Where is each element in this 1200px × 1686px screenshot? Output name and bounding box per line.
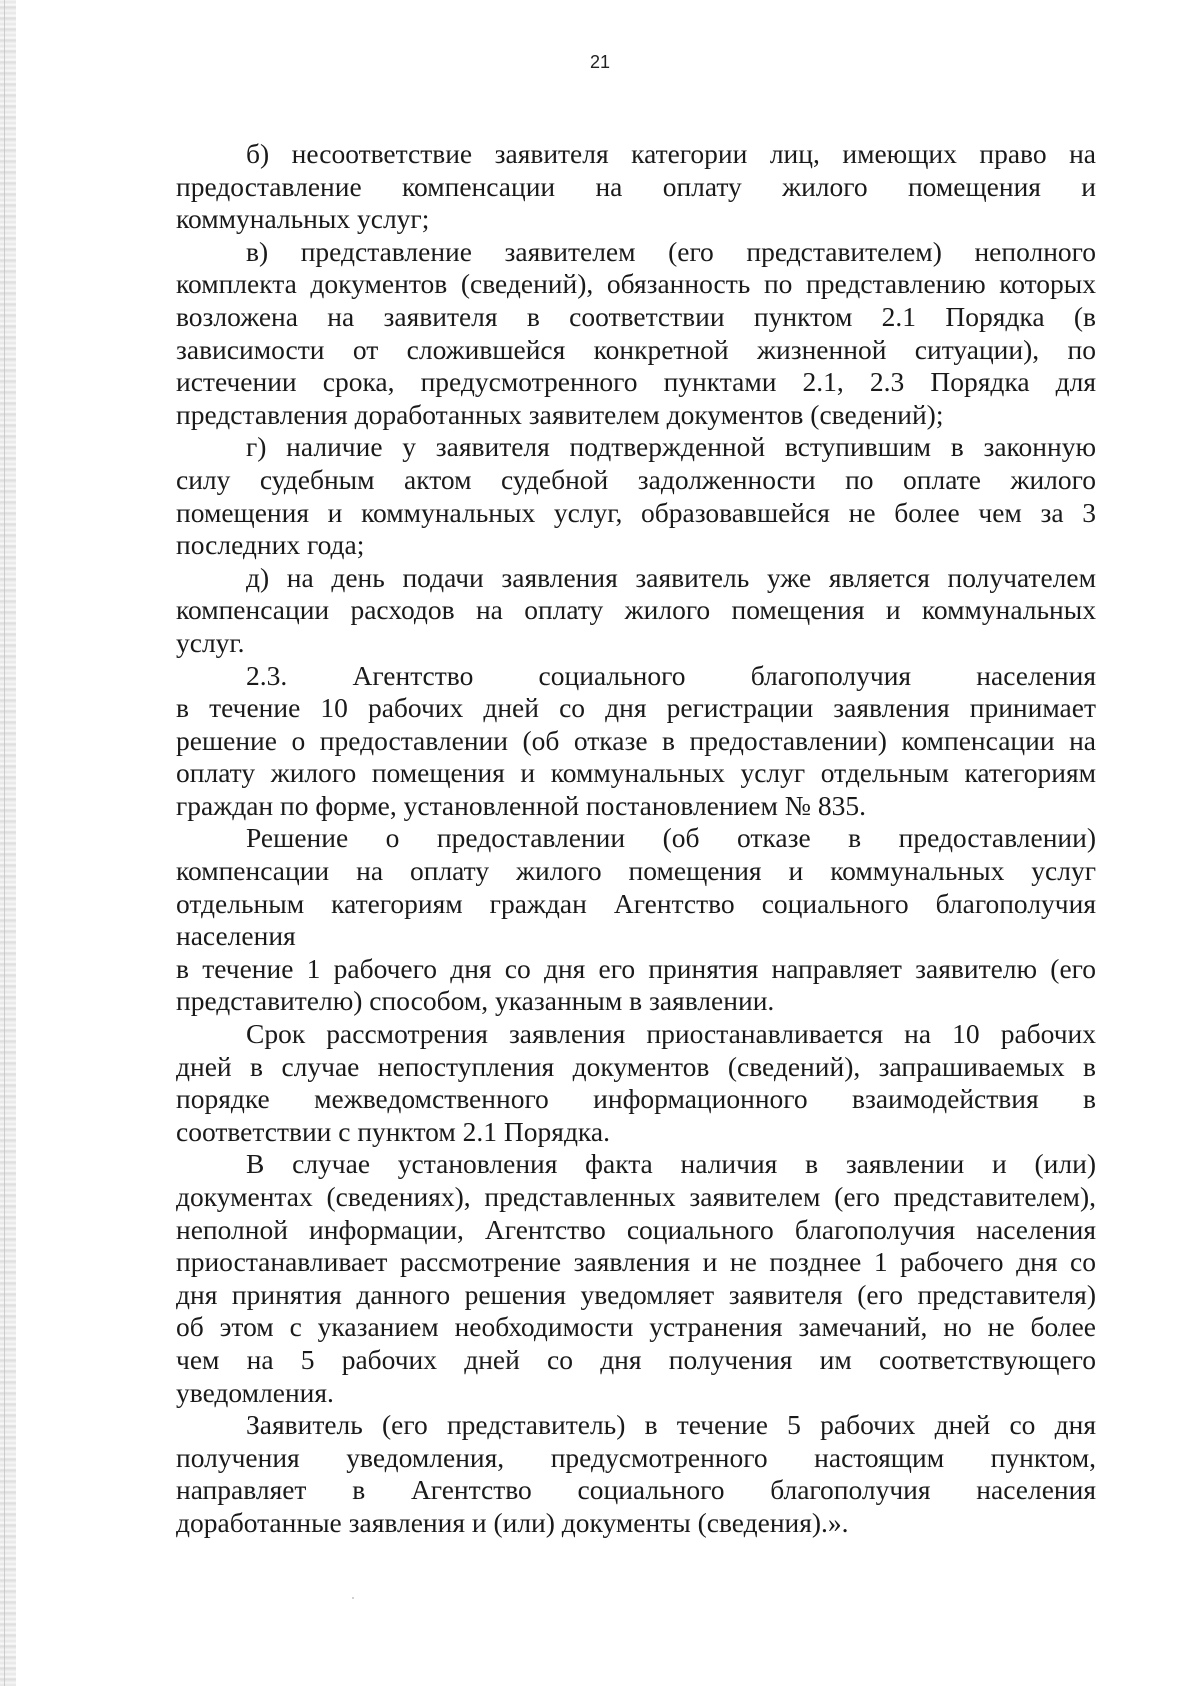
- scan-edge-line: [4, 0, 5, 1686]
- paragraph-line: об этом с указанием необходимости устранения замечаний, но не более: [176, 1311, 1096, 1343]
- paragraph-line: Заявитель (его представитель) в течение 5 рабочих дней со дня: [246, 1409, 1096, 1441]
- paragraph-line: б) несоответствие заявителя категории лиц, имеющих право на: [246, 138, 1096, 169]
- paragraph: [176, 431, 1096, 561]
- paragraph: [176, 562, 1096, 660]
- paragraph-line: возложена на заявителя в соответствии пунктом 2.1 Порядка (в: [176, 300, 1096, 332]
- paragraph-line: чем на 5 рабочих дней со дня получения им соответствующего: [176, 1343, 1096, 1375]
- paragraph: [176, 138, 1096, 236]
- paragraph-line: 2.3. Агентство социального благополучия населения: [246, 659, 1096, 691]
- paragraph-line: истечении срока, предусмотренного пунктами 2.1, 2.3 Порядка для: [176, 366, 1096, 398]
- paragraph-line: компенсации расходов на оплату жилого помещения и коммунальных: [176, 594, 1096, 626]
- paragraph: [176, 822, 1096, 952]
- paragraph: [176, 1018, 1096, 1148]
- page-number: 21: [589, 52, 611, 72]
- paragraph-line: д) на день подачи заявления заявитель уже является получателем: [246, 561, 1096, 593]
- paragraph-line: коммунальных услуг;: [176, 203, 430, 235]
- paragraph-line: неполной информации, Агентство социального благополучия населения: [176, 1213, 1096, 1245]
- paragraph-line: приостанавливает рассмотрение заявления и не позднее 1 рабочего дня со: [176, 1246, 1096, 1278]
- paragraph-line: отдельным категориям граждан Агентство социального благополучия: [176, 887, 1096, 919]
- paragraph-line: помещения и коммунальных услуг, образовавшейся не более чем за 3: [176, 496, 1096, 528]
- paragraph-line: доработанные заявления и (или) документы (сведения).».: [176, 1506, 849, 1538]
- paragraph-line: комплекта документов (сведений), обязанность по представлению которых: [176, 268, 1096, 300]
- paragraph-line: компенсации на оплату жилого помещения и коммунальных услуг: [176, 855, 1096, 887]
- paragraph-line: граждан по форме, установленной постановлением № 835.: [176, 789, 867, 821]
- paragraph-line: дня принятия данного решения уведомляет заявителя (его представителя): [176, 1278, 1096, 1310]
- paragraph: [176, 236, 1096, 432]
- paragraph-line: дней в случае непоступления документов (сведений), запрашиваемых в: [176, 1050, 1096, 1082]
- paragraph-line: представления доработанных заявителем документов (сведений);: [176, 398, 944, 430]
- paragraph-line: оплату жилого помещения и коммунальных услуг отдельным категориям: [176, 757, 1096, 789]
- paragraph-line: решение о предоставлении (об отказе в предоставлении) компенсации на: [176, 724, 1096, 756]
- paragraph-line: силу судебным актом судебной задолженности по оплате жилого: [176, 463, 1096, 495]
- paragraph-line: направляет в Агентство социального благополучия населения: [176, 1474, 1096, 1506]
- paragraph-line: последних года;: [176, 529, 365, 561]
- paragraph-line: уведомления.: [176, 1376, 334, 1408]
- paragraph: [176, 1148, 1096, 1409]
- paragraph-line: получения уведомления, предусмотренного настоящим пунктом,: [176, 1441, 1096, 1473]
- paragraph-line: в течение 10 рабочих дней со дня регистрации заявления принимает: [176, 692, 1096, 724]
- paragraph-line: населения: [176, 920, 296, 952]
- paragraph-line: в) представление заявителем (его представителем) неполного: [246, 235, 1096, 267]
- document-body: [176, 138, 1096, 1540]
- paragraph-line: соответствии с пунктом 2.1 Порядка.: [176, 1115, 610, 1147]
- paragraph-line: в течение 1 рабочего дня со дня его принятия направляет заявителю (его: [176, 952, 1096, 984]
- scan-speck: [352, 1597, 354, 1599]
- scan-edge-artifact: [0, 0, 16, 1686]
- paragraph: [176, 1409, 1096, 1539]
- paragraph-line: порядке межведомственного информационного взаимодействия в: [176, 1083, 1096, 1115]
- paragraph-line: зависимости от сложившейся конкретной жизненной ситуации), по: [176, 333, 1096, 365]
- paragraph: [176, 953, 1096, 1018]
- paragraph-line: документах (сведениях), представленных заявителем (его представителем),: [176, 1181, 1096, 1212]
- paragraph-line: Срок рассмотрения заявления приостанавливается на 10 рабочих: [246, 1018, 1096, 1050]
- paragraph-line: услуг.: [176, 626, 245, 658]
- paragraph-line: В случае установления факта наличия в заявлении и (или): [246, 1148, 1096, 1180]
- paragraph-line: Решение о предоставлении (об отказе в предоставлении): [246, 822, 1096, 854]
- paragraph-line: предоставление компенсации на оплату жилого помещения и: [176, 170, 1096, 202]
- paragraph-line: представителю) способом, указанным в заявлении.: [176, 985, 775, 1017]
- paragraph-line: г) наличие у заявителя подтвержденной вступившим в законную: [246, 431, 1096, 463]
- paragraph: [176, 660, 1096, 823]
